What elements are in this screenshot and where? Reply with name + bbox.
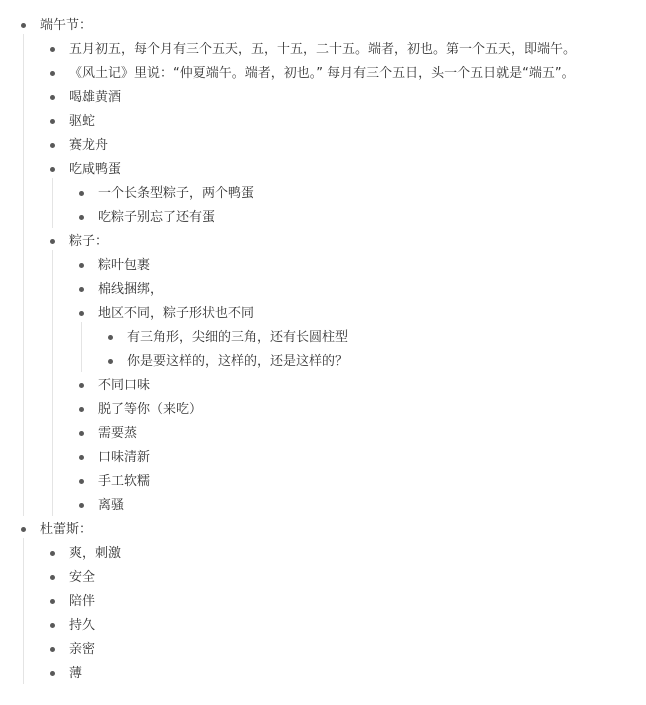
outline-item-level-2[interactable] (0, 398, 646, 422)
bullet-icon[interactable] (50, 119, 55, 124)
bullet-icon[interactable] (21, 23, 26, 28)
outline-item-text: 一个长条型粽子，两个鸭蛋 (98, 186, 255, 201)
outline-item-text: 你是要这样的，这样的，还是这样的？ (127, 354, 349, 369)
bullet-icon[interactable] (79, 287, 84, 292)
outline-item-text: 离骚 (98, 498, 125, 513)
outline-item-level-1[interactable] (0, 230, 646, 254)
outline-item-text: 爽，刺激 (69, 546, 122, 561)
outline-item-text: 持久 (69, 618, 96, 633)
outline-item-text: 粽子： (69, 234, 109, 249)
outline-item-text: 陪伴 (69, 594, 96, 609)
outline-item-level-1[interactable] (0, 566, 646, 590)
bullet-icon[interactable] (21, 527, 26, 532)
indent-guide-line (52, 178, 53, 228)
bullet-icon[interactable] (50, 551, 55, 556)
bullet-icon[interactable] (79, 431, 84, 436)
outline-item-level-1[interactable] (0, 590, 646, 614)
outline-item-text: 不同口味 (98, 378, 151, 393)
outline-item-text: 粽叶包裹 (98, 258, 151, 273)
outline-item-text: 棉线捆绑， (98, 282, 164, 297)
outline-item-level-1[interactable] (0, 38, 646, 62)
outline-item-level-2[interactable] (0, 422, 646, 446)
outline-item-level-1[interactable] (0, 158, 646, 182)
outline-item-level-1[interactable] (0, 662, 646, 686)
outline-item-text: 亲密 (69, 642, 96, 657)
outline-item-level-2[interactable] (0, 254, 646, 278)
bullet-icon[interactable] (79, 455, 84, 460)
outline-item-text: 手工软糯 (98, 474, 151, 489)
bullet-icon[interactable] (79, 503, 84, 508)
bullet-icon[interactable] (50, 647, 55, 652)
outline-item-level-3[interactable] (0, 350, 646, 374)
outline-item-text: 脱了等你（来吃） (98, 402, 203, 417)
outline-item-text: 赛龙舟 (69, 138, 109, 153)
outline-item-level-2[interactable] (0, 374, 646, 398)
outline-item-text: 需要蒸 (98, 426, 138, 441)
bullet-icon[interactable] (50, 47, 55, 52)
outline-item-text: 地区不同，粽子形状也不同 (98, 306, 255, 321)
outline-item-level-1[interactable] (0, 110, 646, 134)
bullet-icon[interactable] (79, 191, 84, 196)
outline-item-level-1[interactable] (0, 638, 646, 662)
indent-guide-line (81, 322, 82, 372)
indent-guide-line (23, 538, 24, 684)
bullet-icon[interactable] (108, 359, 113, 364)
bullet-icon[interactable] (50, 95, 55, 100)
outline-item-text: 喝雄黄酒 (69, 90, 122, 105)
bullet-icon[interactable] (79, 479, 84, 484)
outline-item-text: 《风土记》里说：“仲夏端午。端者，初也。” 每月有三个五日，头一个五日就是“端五”。 (69, 66, 575, 81)
outline-item-level-1[interactable] (0, 62, 646, 86)
outline-item-text: 端午节： (40, 18, 93, 33)
outline-item-text: 杜蕾斯： (40, 522, 93, 537)
outline-item-text: 吃咸鸭蛋 (69, 162, 122, 177)
outline-item-text: 安全 (69, 570, 96, 585)
outline-item-level-1[interactable] (0, 86, 646, 110)
bullet-icon[interactable] (50, 71, 55, 76)
outline-item-text: 五月初五，每个月有三个五天，五，十五，二十五。端者，初也。第一个五天，即端午。 (69, 42, 577, 57)
outline-item-level-3[interactable] (0, 326, 646, 350)
outline-item-level-0[interactable] (0, 14, 646, 38)
outline-item-level-1[interactable] (0, 542, 646, 566)
bullet-icon[interactable] (50, 167, 55, 172)
outline-item-level-2[interactable] (0, 302, 646, 326)
bullet-icon[interactable] (79, 263, 84, 268)
outline-item-level-2[interactable] (0, 278, 646, 302)
outline-item-text: 口味清新 (98, 450, 151, 465)
indent-guide-line (52, 250, 53, 516)
bullet-icon[interactable] (50, 671, 55, 676)
indent-guide-line (23, 34, 24, 516)
bullet-icon[interactable] (79, 215, 84, 220)
outline-item-level-1[interactable] (0, 134, 646, 158)
bullet-icon[interactable] (50, 143, 55, 148)
outline-item-level-2[interactable] (0, 182, 646, 206)
outline-item-text: 薄 (69, 666, 83, 681)
bullet-icon[interactable] (79, 383, 84, 388)
bullet-icon[interactable] (50, 239, 55, 244)
outline-item-level-2[interactable] (0, 470, 646, 494)
outline-item-level-2[interactable] (0, 446, 646, 470)
outline-item-level-1[interactable] (0, 614, 646, 638)
outline-item-level-2[interactable] (0, 206, 646, 230)
bullet-icon[interactable] (50, 575, 55, 580)
outline-item-level-2[interactable] (0, 494, 646, 518)
bullet-icon[interactable] (108, 335, 113, 340)
outline-item-text: 驱蛇 (69, 114, 96, 129)
outline-item-text: 有三角形，尖细的三角，还有长圆柱型 (127, 330, 349, 345)
bullet-icon[interactable] (50, 623, 55, 628)
bullet-icon[interactable] (50, 599, 55, 604)
bullet-icon[interactable] (79, 311, 84, 316)
outline-item-text: 吃粽子别忘了还有蛋 (98, 210, 216, 225)
outline-item-level-0[interactable] (0, 518, 646, 542)
bullet-icon[interactable] (79, 407, 84, 412)
